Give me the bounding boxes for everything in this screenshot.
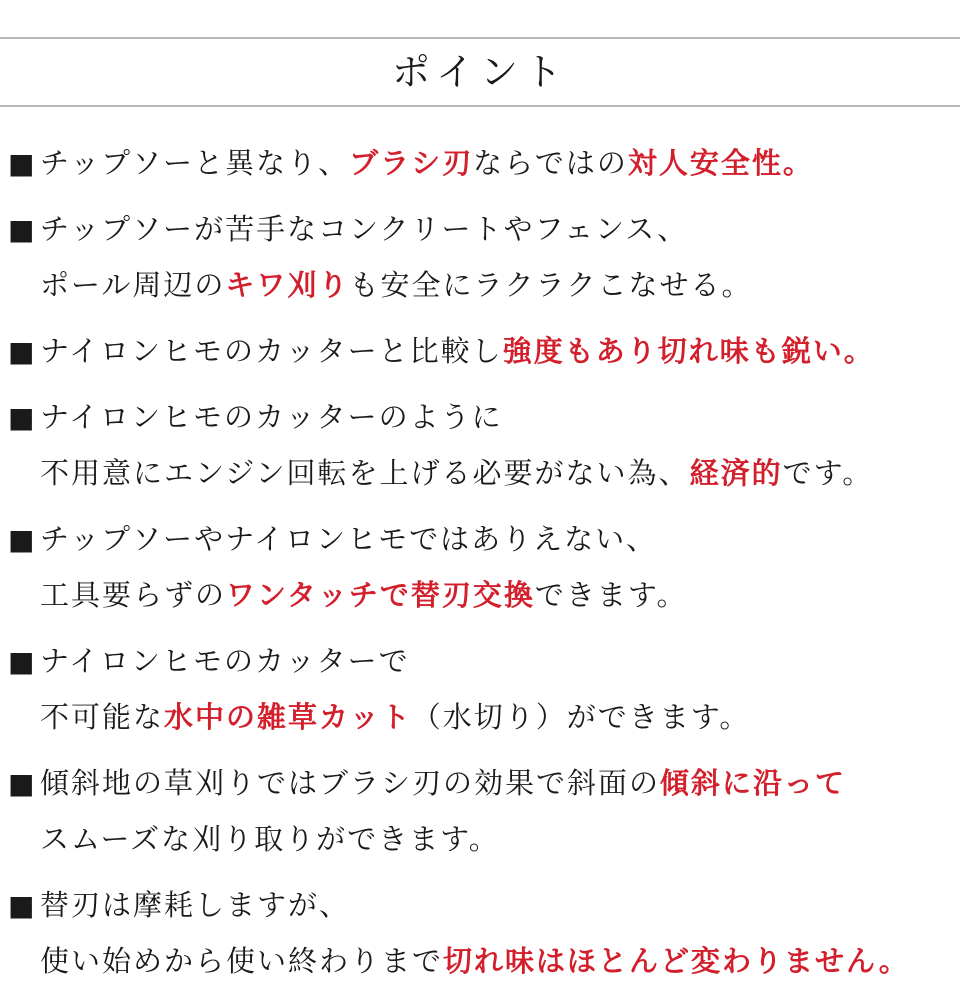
body-text: （水切り）ができます。 [411,700,751,734]
point-line [0,389,960,445]
point-line [0,201,960,257]
point-line [0,135,960,191]
point-item [0,511,960,623]
point-line-continued [0,257,960,313]
body-text: 工具要らずの [40,578,227,612]
point-line [0,633,960,689]
point-line [0,755,960,811]
body-text: チップソーと異なり、 [40,146,350,180]
body-text: です。 [782,456,874,490]
square-bullet-icon: ■ [8,645,37,678]
body-text: ナイロンヒモのカッターのように [40,400,503,434]
points-list [0,135,960,999]
body-text: ポール周辺の [40,268,226,302]
point-line-continued [0,811,960,867]
highlight-text: 傾斜に沿って [660,766,847,800]
highlight-text: 強度もあり切れ味も鋭い。 [502,334,875,368]
body-text: 不可能な [40,700,165,734]
point-line [0,511,960,567]
body-text: ならではの [473,146,628,180]
body-text: ナイロンヒモのカッターで [40,644,410,678]
point-line-continued [0,933,960,989]
highlight-text: 切れ味はほとんど変わりません。 [443,944,910,978]
point-line [0,877,960,933]
highlight-text: 対人安全性。 [627,146,814,180]
body-text: できます。 [534,578,688,612]
body-text: も安全にラクラクこなせる。 [349,268,753,302]
body-text: チップソーが苦手なコンクリートやフェンス、 [40,212,689,246]
point-line-continued [0,689,960,745]
point-item [0,389,960,501]
square-bullet-icon: ■ [8,401,37,434]
highlight-text: 水中の雑草カット [164,700,412,734]
point-line-continued [0,567,960,623]
point-line-continued [0,445,960,501]
square-bullet-icon: ■ [8,213,37,246]
body-text: 使い始めから使い終わりまで [40,944,444,978]
highlight-text: 経済的 [689,456,783,490]
highlight-text: ブラシ刃 [349,146,474,180]
page-title: ポイント [391,50,568,94]
point-item [0,323,960,379]
body-text: ナイロンヒモのカッターと比較し [40,334,503,368]
square-bullet-icon: ■ [8,335,37,368]
point-line [0,323,960,379]
body-text: 傾斜地の草刈りではブラシ刃の効果で斜面の [40,766,661,800]
body-text: 替刃は摩耗しますが、 [40,888,351,922]
square-bullet-icon: ■ [8,767,37,800]
body-text: 不用意にエンジン回転を上げる必要がない為、 [40,456,690,490]
square-bullet-icon: ■ [8,147,37,180]
header-banner [0,37,960,107]
highlight-text: キワ刈り [225,268,350,302]
point-item [0,755,960,867]
body-text: スムーズな刈り取りができます。 [40,822,500,856]
point-item [0,877,960,989]
point-item [0,633,960,745]
highlight-text: ワンタッチで替刃交換 [226,578,535,612]
body-text: チップソーやナイロンヒモではありえない、 [40,522,658,556]
point-item [0,135,960,191]
square-bullet-icon: ■ [8,523,37,556]
square-bullet-icon: ■ [8,889,37,922]
point-item [0,201,960,313]
